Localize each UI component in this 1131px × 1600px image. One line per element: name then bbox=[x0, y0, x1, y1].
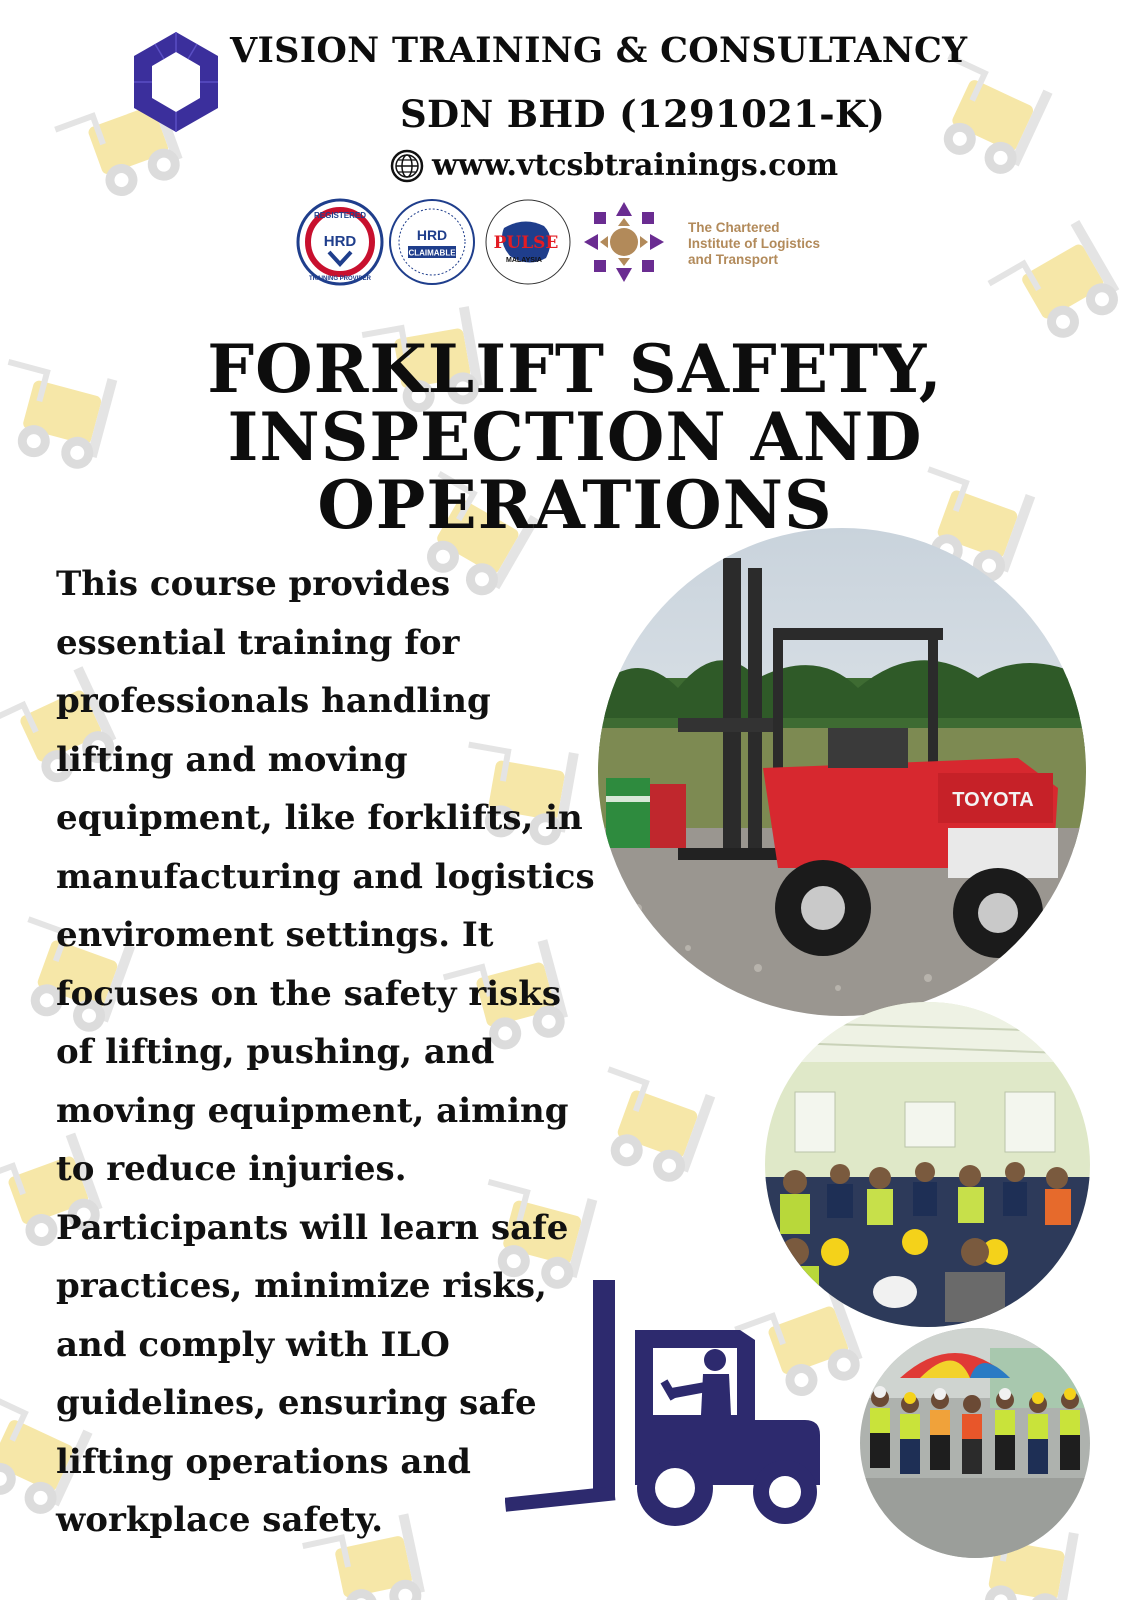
pulse-country-text: MALAYSIA bbox=[506, 257, 542, 264]
hrd-claimable-text: CLAIMABLE bbox=[408, 248, 456, 258]
company-registration: SDN BHD (1291021-K) bbox=[400, 92, 886, 136]
course-title: FORKLIFT SAFETY, INSPECTION AND OPERATIONS bbox=[207, 330, 943, 544]
svg-text:HRD: HRD bbox=[323, 233, 357, 250]
forklift-brand-text: TOYOTA bbox=[952, 789, 1034, 811]
accreditation-badges bbox=[296, 198, 836, 290]
hrd-registered-badge bbox=[296, 198, 384, 286]
pulse-text: PULSE bbox=[493, 233, 559, 253]
website-link[interactable] bbox=[390, 148, 838, 183]
hrd-registered-bottom-text: TRAINING PROVIDER bbox=[308, 276, 372, 282]
hrd-claimable-badge bbox=[388, 198, 476, 286]
cilt-name: The Chartered Institute of Logistics and Transport bbox=[688, 220, 821, 267]
field-training-photo bbox=[860, 1328, 1090, 1558]
globe-icon bbox=[390, 149, 424, 183]
course-description: This course provides essential training for professionals handling lifting and moving equipment, like forklifts, in manufacturing and logistics enviroment settings. It focuses on the safety risks of lifting, pushing, and moving equipment, aiming to reduce injuries. Participants will learn safe practices, minimize risks, and comply with ILO guidelines, ensuring safe lifting operations and workplace safety. bbox=[56, 564, 595, 1540]
forklift-photo bbox=[598, 528, 1086, 1016]
pulse-malaysia-badge bbox=[484, 198, 572, 286]
website-text: www.vtcsbtrainings.com bbox=[432, 148, 839, 183]
company-logo bbox=[130, 30, 222, 134]
forklift-icon bbox=[505, 1270, 825, 1540]
cilt-logo bbox=[580, 198, 668, 286]
svg-text:HRD: HRD bbox=[416, 227, 448, 243]
hrd-registered-ring-text: REGISTERED bbox=[313, 211, 367, 220]
company-name: VISION TRAINING & CONSULTANCY bbox=[230, 30, 968, 71]
